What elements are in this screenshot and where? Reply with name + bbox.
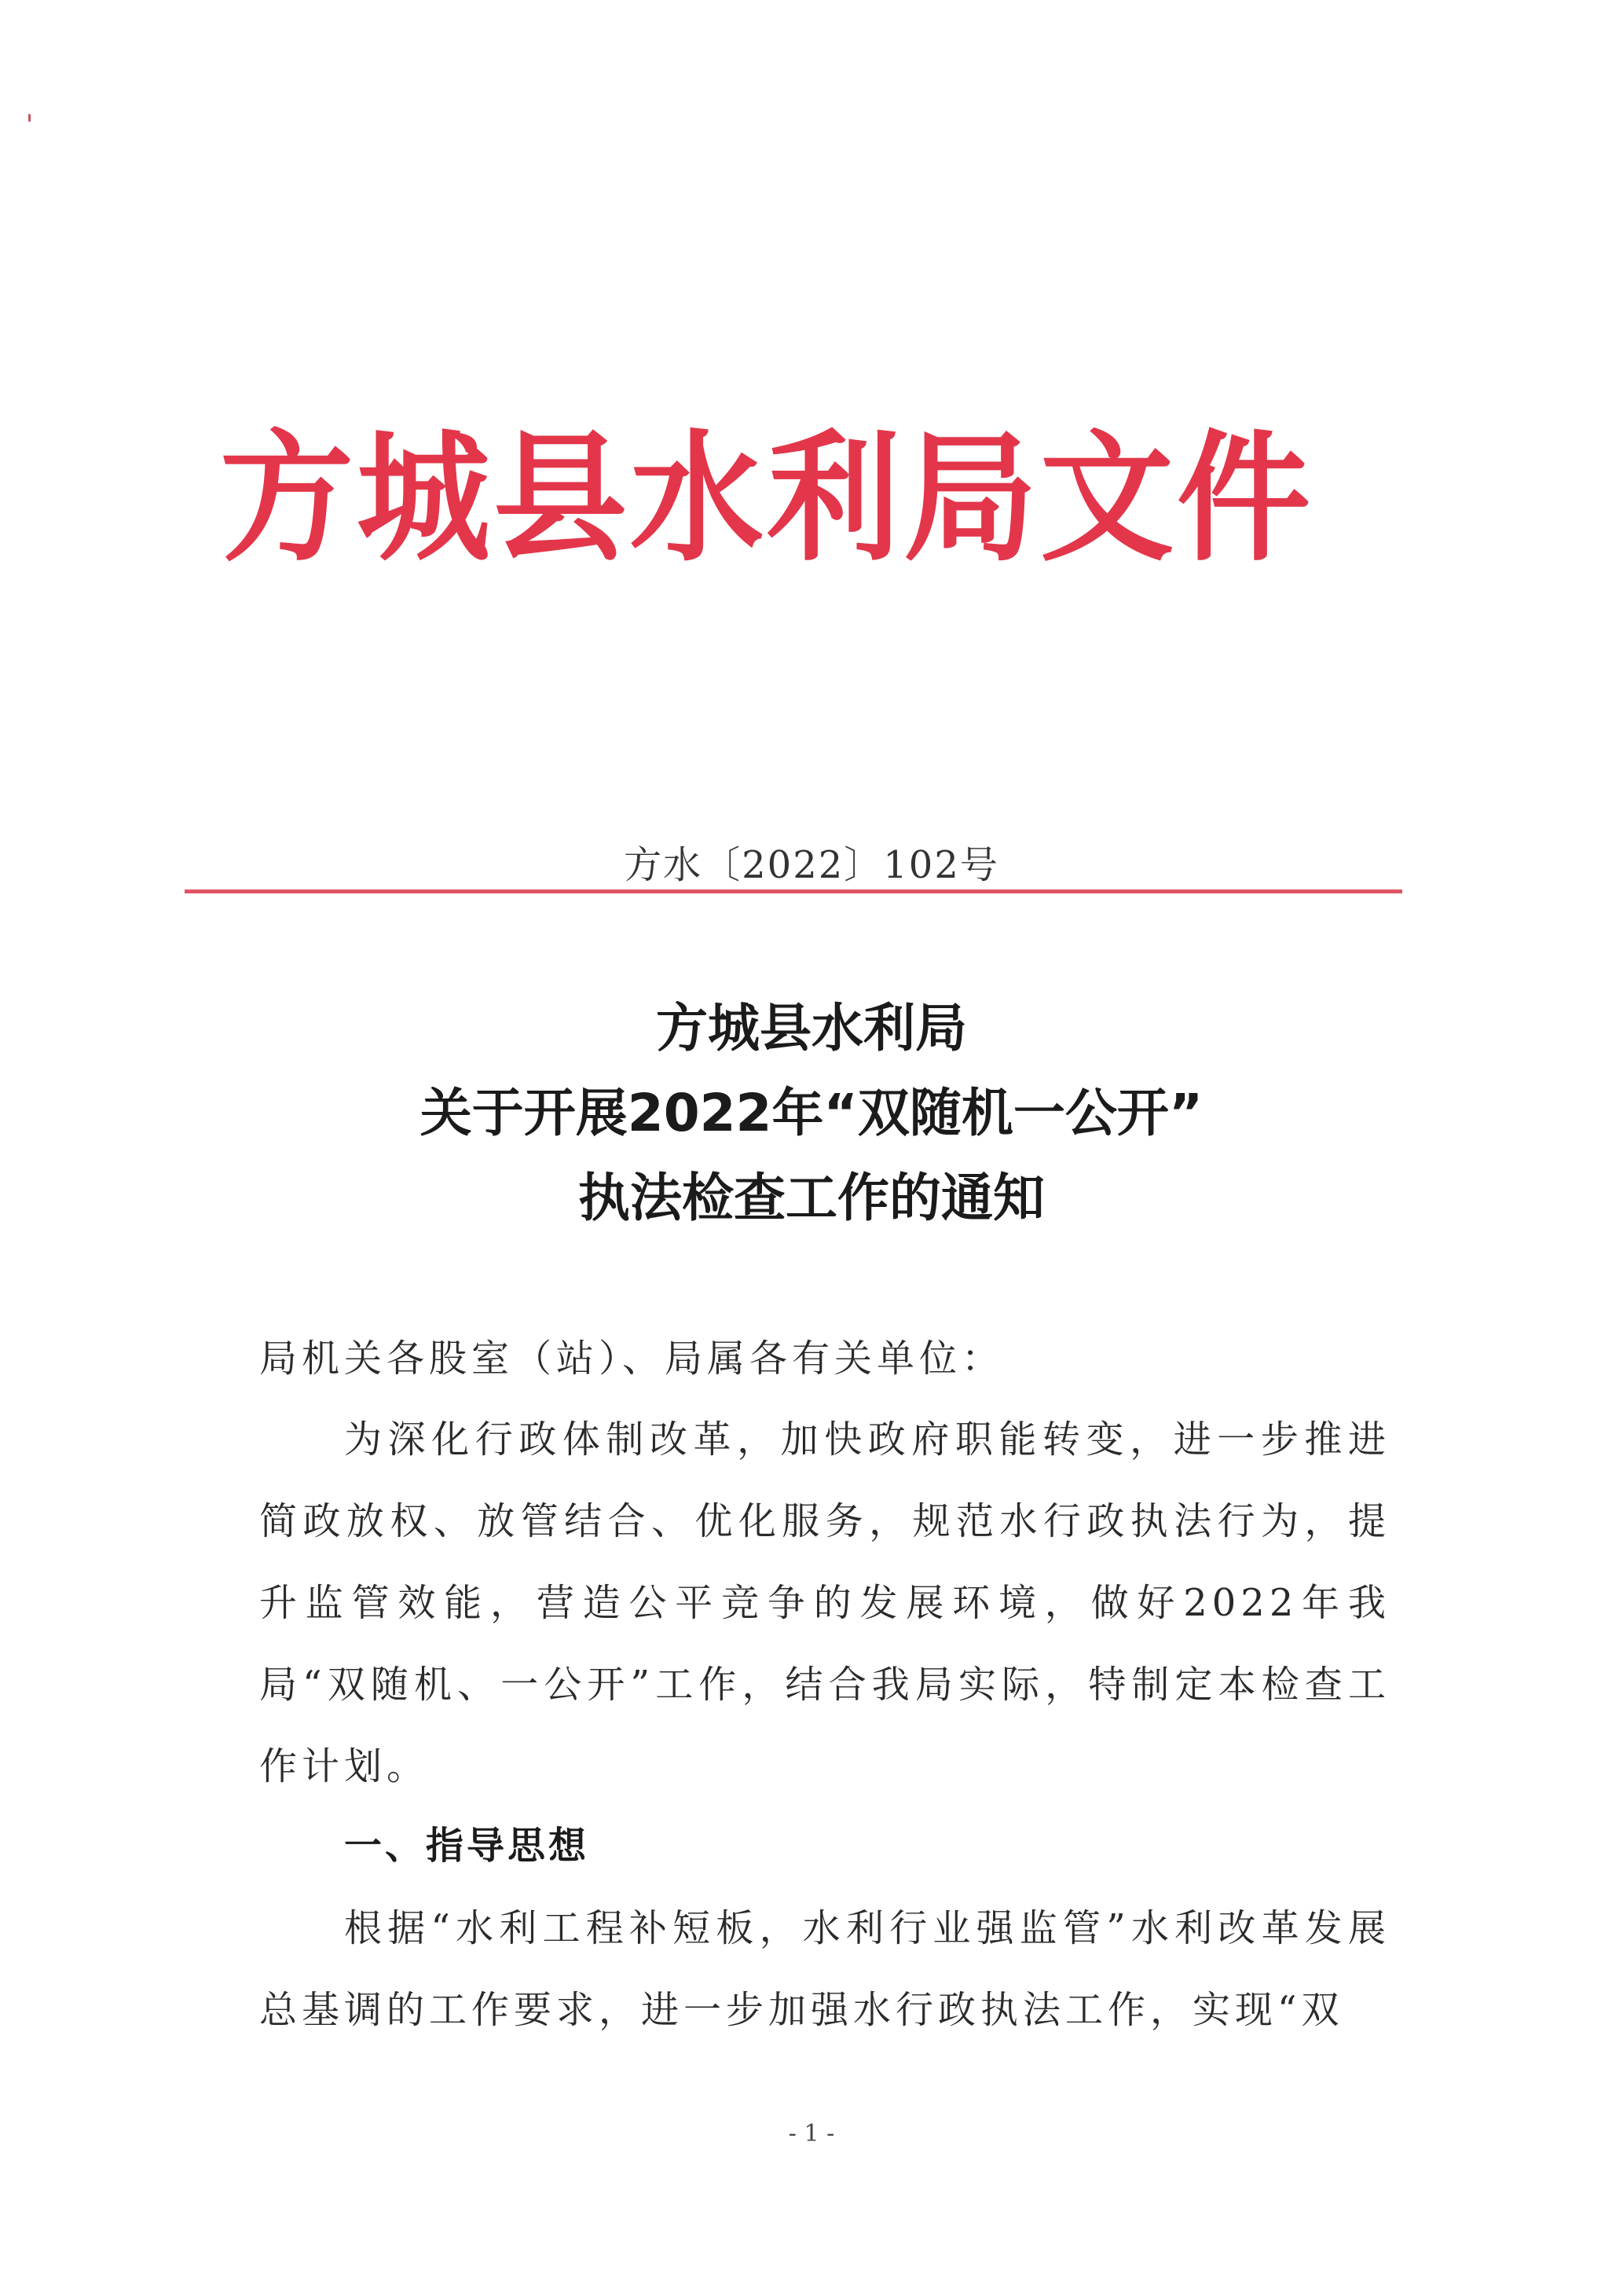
document-title: [0, 986, 1623, 1241]
title-line-1: 方城县水利局: [656, 998, 967, 1058]
salutation: 局机关各股室（站）、局属各有关单位：: [259, 1337, 1005, 1381]
title-line-3: 执法检查工作的通知: [578, 1168, 1045, 1228]
red-divider-line: [185, 889, 1402, 893]
section-heading-guiding-thought: 一、指导思想: [344, 1824, 590, 1868]
scan-speck: [28, 114, 31, 122]
paragraph-purpose: 为深化行政体制改革，加快政府职能转变，进一步推进简政放权、放管结合、优化服务，规范水行政执法行为，提升监管效能，营造公平竞争的发展环境，做好2022年我局“双随机、一公开”工作，结合我局实际，特制定本检查工作计划。: [259, 1418, 1390, 1788]
paragraph-guiding-thought: 根据“水利工程补短板，水利行业强监管”水利改革发展总基调的工作要求，进一步加强水行政执法工作，实现“双: [259, 1906, 1390, 2032]
document-number: 方水〔2022〕102号: [624, 843, 999, 887]
title-line-2: 关于开展2022年“双随机一公开”: [419, 1083, 1204, 1143]
issuer-banner: 方城县水利局文件: [220, 416, 1314, 581]
page-number: - 1 -: [788, 2120, 835, 2147]
